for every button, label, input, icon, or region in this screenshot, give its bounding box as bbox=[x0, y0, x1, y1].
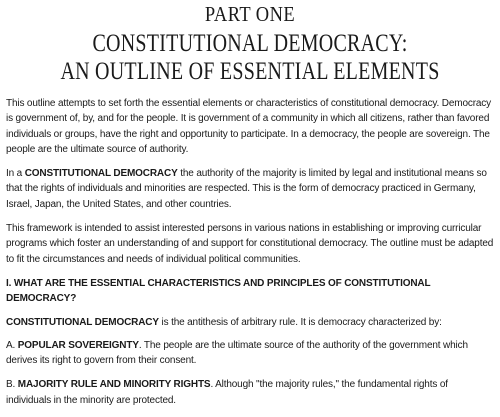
antithesis-term: CONSTITUTIONAL DEMOCRACY bbox=[6, 316, 159, 328]
antithesis-paragraph bbox=[6, 315, 494, 330]
list-item-a-term: POPULAR SOVEREIGNTY bbox=[17, 339, 139, 351]
definition-term: CONSTITUTIONAL DEMOCRACY bbox=[24, 168, 178, 180]
section-heading: I. WHAT ARE THE ESSENTIAL CHARACTERISTICS AND PRINCIPLES OF CONSTITUTIONAL DEMOCRACY? bbox=[6, 277, 431, 305]
framework-paragraph: This framework is intended to assist interested persons in various nations in establishing or improving curricular programs which foster an understanding of and support for constitutional democracy. The outline must be adapted to fit the circumstances and needs of individual political communities. bbox=[6, 223, 494, 265]
list-item-b-term: MAJORITY RULE AND MINORITY RIGHTS bbox=[17, 379, 211, 391]
document-title-line-1: CONSTITUTIONAL DEMOCRACY: bbox=[92, 30, 408, 57]
document-body bbox=[6, 96, 494, 417]
list-item-b bbox=[6, 377, 494, 408]
list-item-b-text: . Although "the majority rules," the fundamental rights of individuals in the minority are protected. bbox=[6, 379, 448, 406]
definition-text: the authority of the majority is limited by legal and institutional means so that the rights of individuals and minorities are respected. This is the form of democracy practiced in Germany, Israel, Japan, the United States, and other countries. bbox=[6, 168, 487, 210]
definition-lead-text: In a bbox=[6, 168, 25, 180]
antithesis-text: is the antithesis of arbitrary rule. It is democracy characterized by: bbox=[158, 316, 442, 328]
list-item-a-prefix: A. bbox=[6, 339, 18, 351]
list-item-a-text: . The people are the ultimate source of the authority of the government which derives its right to govern from their consent. bbox=[6, 339, 468, 367]
definition-paragraph bbox=[6, 166, 494, 212]
intro-paragraph: This outline attempts to set forth the essential elements or characteristics of constitutional democracy. Democracy is government of, by, and for the people. It is government of a community in which all citizens, rather than favored individuals or groups, have the right and opportunity to participate. In a democracy, the people are sovereign. The people are the ultimate source of authority. bbox=[6, 98, 492, 155]
part-label: PART ONE bbox=[204, 2, 296, 26]
list-item-b-prefix: B. bbox=[6, 379, 18, 391]
document-title-line-2: AN OUTLINE OF ESSENTIAL ELEMENTS bbox=[60, 58, 440, 85]
list-item-a bbox=[6, 338, 494, 369]
